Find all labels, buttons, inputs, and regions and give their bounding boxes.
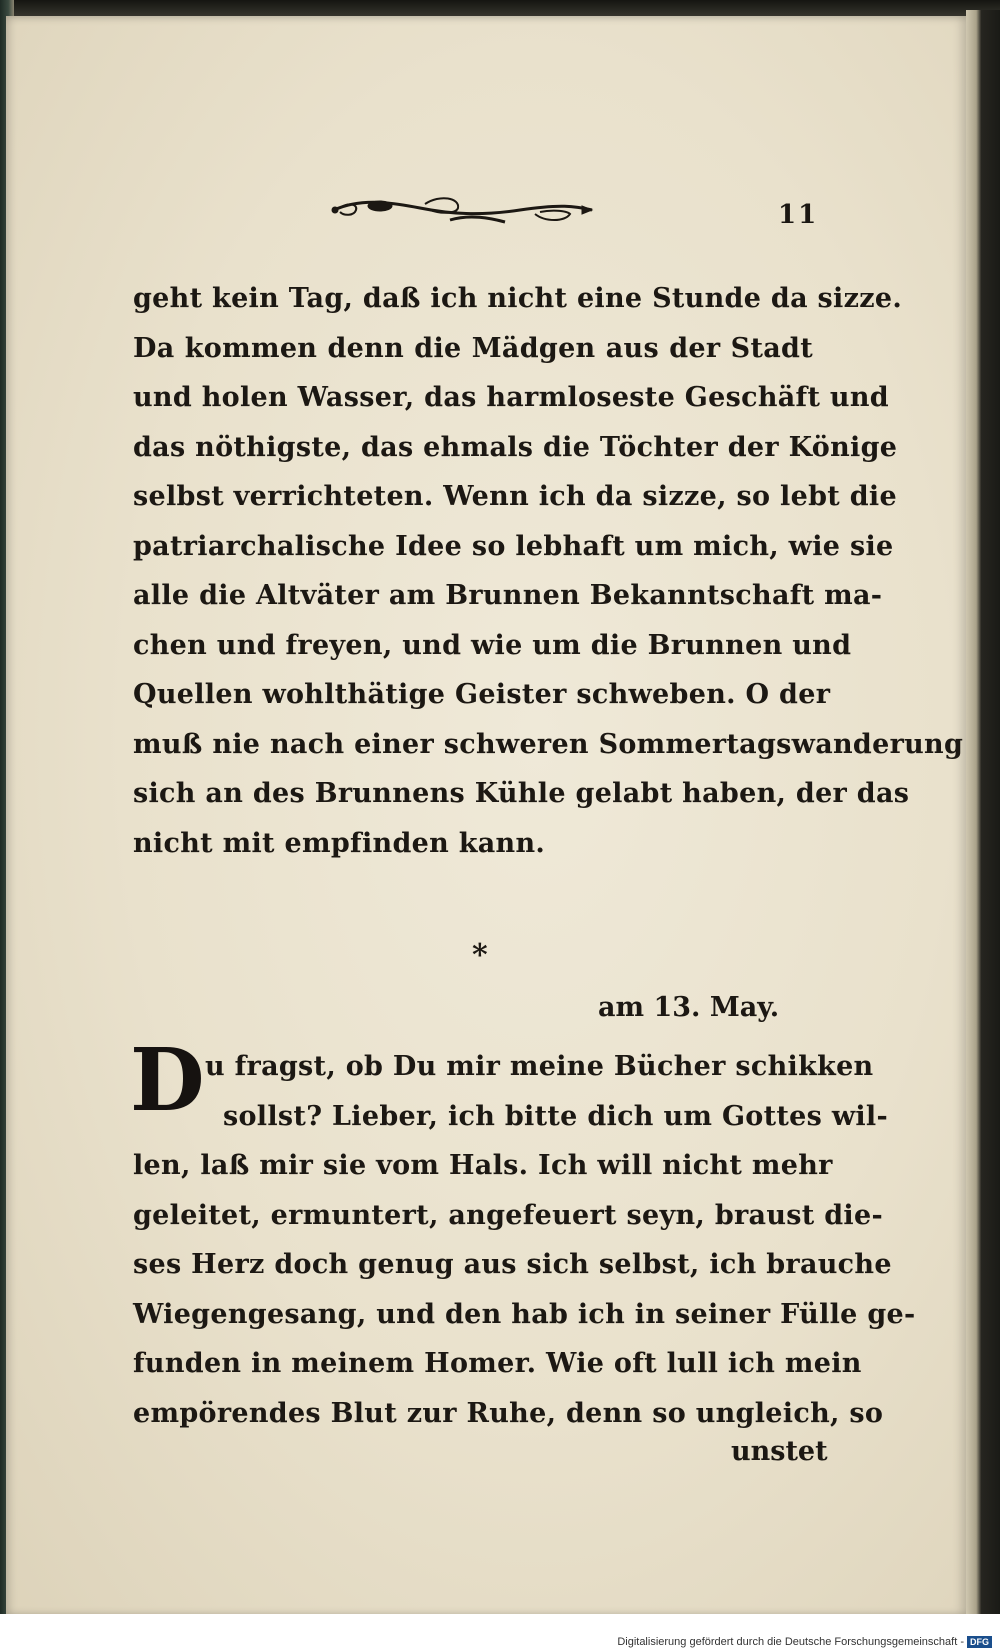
text-line: Wiegengesang, und den hab ich in seiner Fülle ge-	[133, 1298, 916, 1330]
text-line: und holen Wasser, das harmloseste Geschäft und	[133, 382, 889, 413]
drop-cap: D	[130, 1030, 205, 1131]
catchword: unstet	[731, 1436, 828, 1467]
text-line: muß nie nach einer schweren Sommertagswanderung	[133, 728, 964, 760]
text-line: Da kommen denn die Mädgen aus der Stadt	[133, 332, 813, 364]
paragraph-1	[133, 274, 964, 868]
text-line: geht kein Tag, daß ich nicht eine Stunde da sizze.	[133, 283, 903, 314]
section-separator: *	[472, 938, 488, 973]
text-line: u fragst, ob Du mir meine Bücher schikken	[205, 1051, 874, 1082]
text-line: patriarchalische Idee so lebhaft um mich, wie sie	[133, 530, 894, 562]
letter-date: am 13. May.	[598, 992, 780, 1023]
credit-text: Digitalisierung gefördert durch die Deutsche Forschungsgemeinschaft -	[617, 1636, 964, 1648]
text-line: Quellen wohlthätige Geister schweben. O der	[133, 679, 831, 710]
text-line: das nöthigste, das ehmals die Töchter der Könige	[133, 431, 898, 463]
text-line: selbst verrichteten. Wenn ich da sizze, so lebt die	[133, 481, 897, 512]
header-ornament	[330, 188, 600, 232]
digitization-credit	[617, 1636, 992, 1648]
text-line: funden in meinem Homer. Wie oft lull ich mein	[133, 1348, 862, 1379]
text-line: geleitet, ermuntert, angefeuert seyn, braust die-	[133, 1199, 883, 1231]
text-line: empörendes Blut zur Ruhe, denn so ungleich, so	[133, 1397, 884, 1429]
text-line: alle die Altväter am Brunnen Bekanntschaft ma-	[133, 580, 883, 611]
scan-right-border	[966, 10, 1000, 1616]
text-line: chen und freyen, und wie um die Brunnen und	[133, 629, 852, 661]
text-line: ses Herz doch genug aus sich selbst, ich brauche	[133, 1249, 892, 1280]
dfg-logo[interactable]: DFG	[967, 1636, 992, 1648]
paragraph-2	[133, 1042, 916, 1438]
text-line: nicht mit empfinden kann.	[133, 827, 546, 859]
text-line: sich an des Brunnens Kühle gelabt haben, der das	[133, 778, 910, 809]
text-line: sollst? Lieber, ich bitte dich um Gottes wil-	[223, 1100, 888, 1132]
page-number: 11	[778, 200, 819, 230]
text-line: len, laß mir sie vom Hals. Ich will nicht mehr	[133, 1150, 833, 1181]
